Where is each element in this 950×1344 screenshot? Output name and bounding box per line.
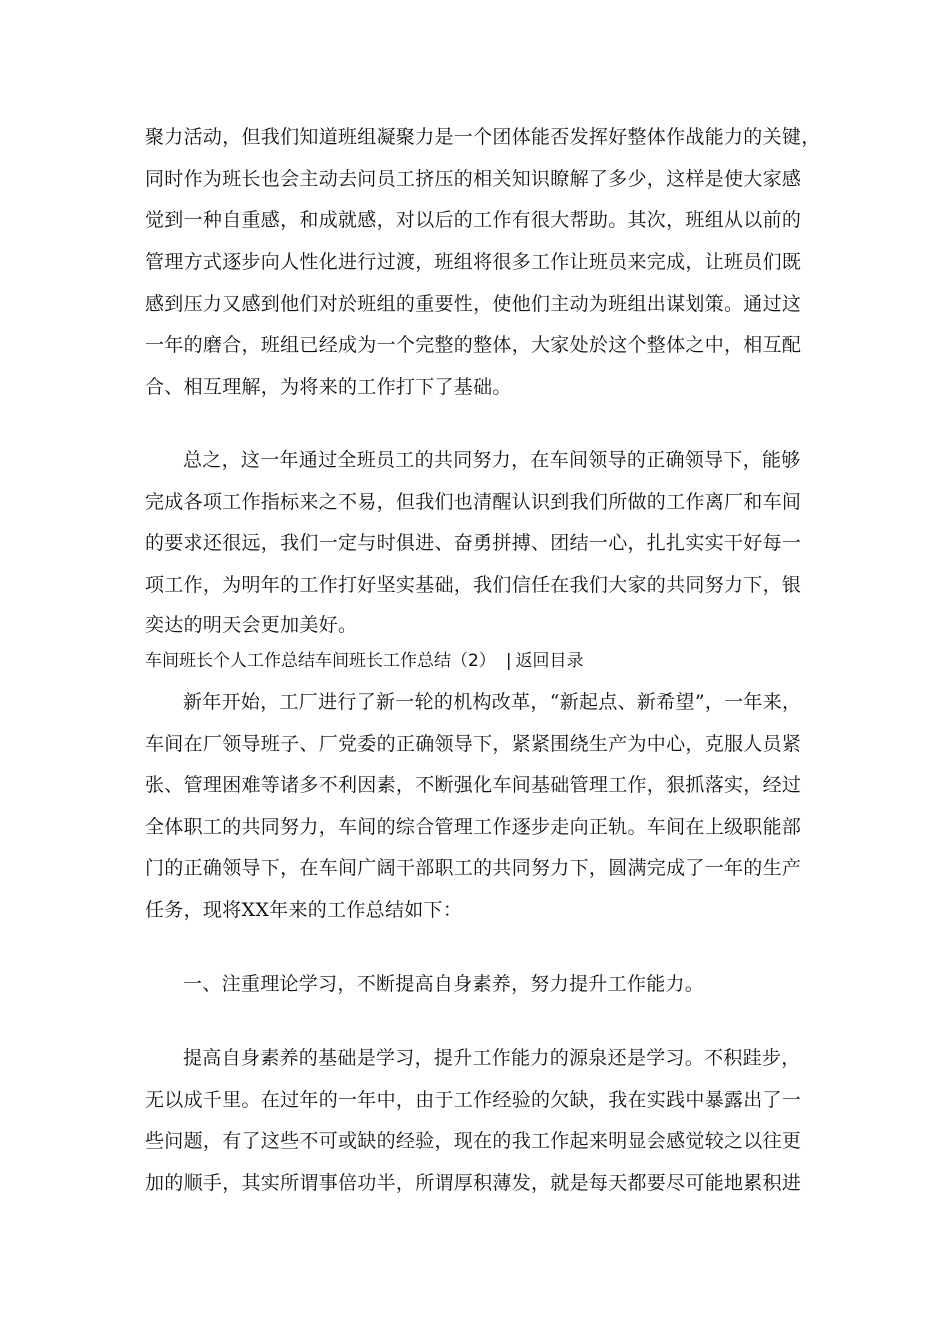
text-line: 无以成千里。在过年的一年中，由于工作经验的欠缺，我在实践中暴露出了一 xyxy=(145,1089,802,1111)
text-line: 合、相互理解，为将来的工作打下了基础。 xyxy=(145,376,512,398)
section-title: 车间班长个人工作总结车间班长工作总结（2） xyxy=(145,651,496,671)
text-line: 张、管理困难等诸多不利因素，不断强化车间基础管理工作，狠抓落实，经过 xyxy=(145,774,802,796)
text-line: 新年开始，工厂进行了新一轮的机构改革，“新起点、新希望”，一年来， xyxy=(183,691,802,713)
text-line: 提高自身素养的基础是学习，提升工作能力的源泉还是学习。不积跬步， xyxy=(183,1047,801,1069)
text-line: 奕达的明天会更加美好。 xyxy=(145,614,358,636)
text-line: 感到压力又感到他们对於班组的重要性，使他们主动为班组出谋划策。通过这 xyxy=(145,293,802,315)
subheading: 一、注重理论学习，不断提高自身素养，努力提升工作能力。 xyxy=(183,973,705,995)
text-line: 些问题，有了这些不可或缺的经验，现在的我工作起来明显会感觉较之以往更 xyxy=(145,1130,802,1152)
text-line: 一年的磨合，班组已经成为一个完整的整体，大家处於这个整体之中，相互配 xyxy=(145,334,802,356)
text-line: 完成各项工作指标来之不易，但我们也清醒认识到我们所做的工作离厂和车间 xyxy=(145,491,802,513)
text-line: 总之，这一年通过全班员工的共同努力，在车间领导的正确领导下，能够 xyxy=(183,449,801,471)
text-line: 的要求还很远，我们一定与时俱进、奋勇拼搏、团结一心，扎扎实实干好每一 xyxy=(145,532,802,554)
text-line: 觉到一种自重感，和成就感，对以后的工作有很大帮助。其次，班组从以前的 xyxy=(145,209,802,231)
text-line: 项工作，为明年的工作打好坚实基础，我们信任在我们大家的共同努力下，银 xyxy=(145,574,802,596)
text-line: 加的顺手，其实所谓事倍功半，所谓厚积薄发，就是每天都要尽可能地累积进 xyxy=(145,1172,802,1194)
section-heading xyxy=(145,650,584,672)
back-to-toc-link[interactable]: 返回目录 xyxy=(515,651,584,671)
text-line: 全体职工的共同努力，车间的综合管理工作逐步走向正轨。车间在上级职能部 xyxy=(145,816,802,838)
text-line: 聚力活动，但我们知道班组凝聚力是一个团体能否发挥好整体作战能力的关键， xyxy=(145,126,821,148)
text-line: 任务，现将XX年来的工作总结如下： xyxy=(145,899,463,921)
text-line: 门的正确领导下，在车间广阔干部职工的共同努力下，圆满完成了一年的生产 xyxy=(145,857,802,879)
text-line: 管理方式逐步向人性化进行过渡，班组将很多工作让班员来完成，让班员们既 xyxy=(145,251,802,273)
separator: | xyxy=(505,651,512,671)
text-line: 同时作为班长也会主动去问员工挤压的相关知识瞭解了多少，这样是使大家感 xyxy=(145,168,802,190)
text-line: 车间在厂领导班子、厂党委的正确领导下，紧紧围绕生产为中心，克服人员紧 xyxy=(145,733,802,755)
